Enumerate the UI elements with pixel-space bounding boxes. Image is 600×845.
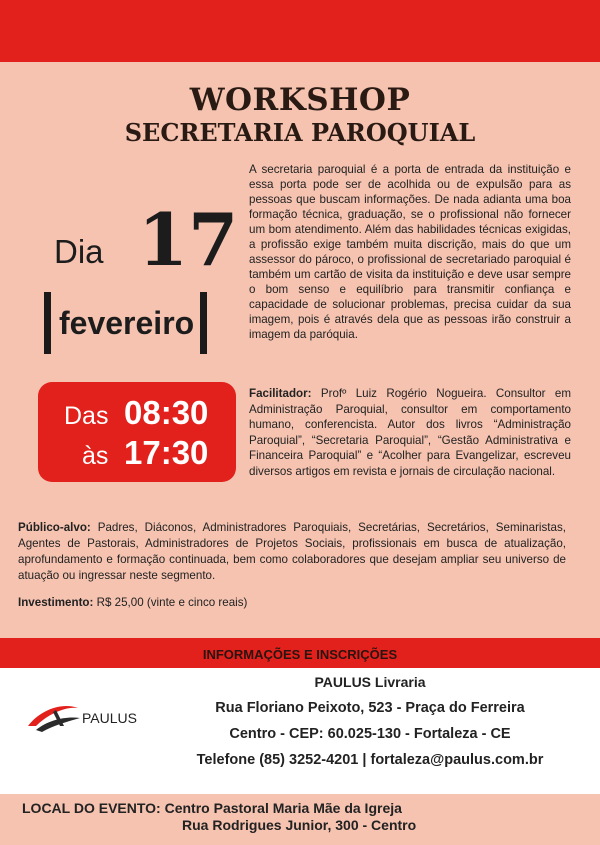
info-banner-text: INFORMAÇÕES E INSCRIÇÕES: [202, 647, 398, 662]
investment-label: Investimento:: [18, 596, 94, 609]
store-city: Centro - CEP: 60.025-130 - Fortaleza - CE: [229, 726, 511, 742]
facilitator-paragraph: [249, 386, 571, 479]
store-phone-email: Telefone (85) 3252-4201 | fortaleza@paulus.com.br: [196, 752, 544, 768]
facilitator-label: Facilitador:: [249, 387, 312, 400]
store-name: PAULUS Livraria: [314, 674, 426, 690]
month-left-bar: [44, 292, 51, 354]
month-right-bar: [200, 292, 207, 354]
info-banner: [0, 638, 600, 668]
venue-line1: LOCAL DO EVENTO: Centro Pastoral Maria Mãe da Igreja: [22, 800, 402, 816]
date-month-block: [44, 292, 207, 354]
audience-label: Público-alvo:: [18, 521, 91, 534]
day-label: Dia: [54, 233, 104, 270]
store-address: Rua Floriano Peixoto, 523 - Praça do Ferreira: [215, 700, 525, 716]
facilitator-text: Profº Luiz Rogério Nogueira. Consultor em Administração Paroquial, consultor em comportamento humano, conferencista. Autor dos livros “Administração Paroquial”, “Secretaria Paroquial”, “Gestão Administrativa e Financeira Paroquial” e “Acolher para Evangelizar, escreveu diversos artigos em revista e jornais de circulação nacional.: [249, 387, 571, 478]
from-label: Das: [64, 402, 109, 430]
from-time: 08:30: [124, 394, 209, 431]
intro-paragraph: A secretaria paroquial é a porta de entrada da instituição e essa porta pode ser de acolhida ou de expulsão para as pessoas que buscam informações. De nada adianta uma boa formação técnica, graduação, se o profissional não fornecer um bom atendimento. Além das habilidades técnicas exigidas, a profissão exige também muita discrição, mais do que um assessor do pároco, o profissional de secretariado paroquial é também um cartão de visita da instituição e deve usar sempre o bom senso e equilíbrio para transmitir confiança e capacidade de solucionar problemas, precisa cuidar da sua imagem, pois é através dela que as pessoas irão construir a imagem da paróquia.: [249, 163, 571, 341]
audience-paragraph: [18, 520, 566, 584]
date-day-block: [38, 197, 248, 282]
paulus-logo: [26, 696, 156, 736]
month-label: fevereiro: [59, 304, 195, 341]
audience-text: Padres, Diáconos, Administradores Paroquiais, Secretárias, Secretários, Seminaristas, Agentes de Pastorais, Administradores de Projetos Sociais, profissionais em busca de atualização, aprofundamento e formação continuada, bem como colaboradores que desejam ampliar seu universo de atuação ou ingressar neste segmento.: [18, 521, 566, 582]
logo-text: PAULUS: [82, 710, 137, 726]
investment-text: R$ 25,00 (vinte e cinco reais): [96, 596, 248, 609]
top-red-band: [0, 0, 600, 62]
schedule-box: [38, 382, 236, 482]
page-title: WORKSHOP: [189, 82, 411, 118]
paulus-swoosh-icon: [26, 696, 86, 736]
page-subtitle: SECRETARIA PAROQUIAL: [124, 118, 476, 147]
investment-line: [18, 596, 247, 609]
to-time: 17:30: [124, 434, 209, 471]
venue-line2: Rua Rodrigues Junior, 300 - Centro: [182, 817, 417, 833]
venue-block: [22, 800, 416, 834]
to-label: às: [82, 442, 109, 470]
day-number: 17: [138, 197, 239, 282]
